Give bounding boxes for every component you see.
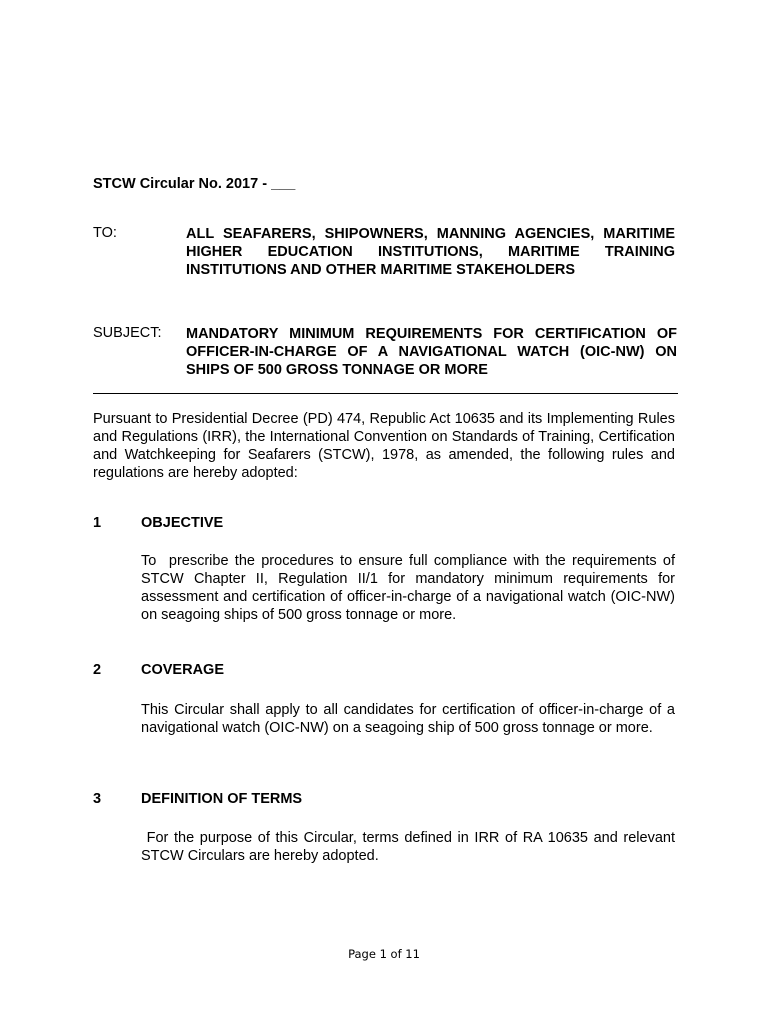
section-number: 2 <box>93 662 102 678</box>
section-title-coverage: COVERAGE <box>141 662 224 678</box>
section-number: 1 <box>93 515 102 531</box>
to-recipients: ALL SEAFARERS, SHIPOWNERS, MANNING AGENCIES, MARITIME HIGHER EDUCATION INSTITUTIONS, MARITIME TRAINING INSTITUTIONS AND OTHER MARITIME STAKEHOLDERS <box>186 226 675 278</box>
circular-number: STCW Circular No. 2017 - ___ <box>93 176 296 192</box>
section-body-definition-of-terms: For the purpose of this Circular, terms defined in IRR of RA 10635 and relevant STCW Circulars are hereby adopted. <box>141 830 680 864</box>
section-body-objective: To prescribe the procedures to ensure full compliance with the requirements of STCW Chapter II, Regulation II/1 for mandatory minimum requirements for assessment and certification of officer-in-charge of a navigational watch (OIC-NW) on seagoing ships of 500 gross tonnage or more. <box>141 553 680 623</box>
subject-label: SUBJECT: <box>93 325 162 341</box>
section-title-definition-of-terms: DEFINITION OF TERMS <box>141 791 303 807</box>
section-number: 3 <box>93 791 102 807</box>
to-label: TO: <box>93 225 117 241</box>
section-body-coverage: This Circular shall apply to all candidates for certification of officer-in-charge of a navigational watch (OIC-NW) on a seagoing ship of 500 gross tonnage or more. <box>141 702 675 736</box>
subject-text: MANDATORY MINIMUM REQUIREMENTS FOR CERTIFICATION OF OFFICER-IN-CHARGE OF A NAVIGATIONAL WATCH (OIC-NW) ON SHIPS OF 500 GROSS TONNAGE OR MORE <box>186 326 677 378</box>
intro-paragraph: Pursuant to Presidential Decree (PD) 474, Republic Act 10635 and its Implementing Rules and Regulations (IRR), the International Convention on Standards of Training, Certification and Watchkeeping for Seafarers (STCW), 1978, as amended, the following rules and regulations are hereby adopted: <box>93 411 675 481</box>
section-title-objective: OBJECTIVE <box>141 515 224 531</box>
page-number: Page 1 of 11 <box>348 947 420 961</box>
header-divider <box>93 393 678 394</box>
